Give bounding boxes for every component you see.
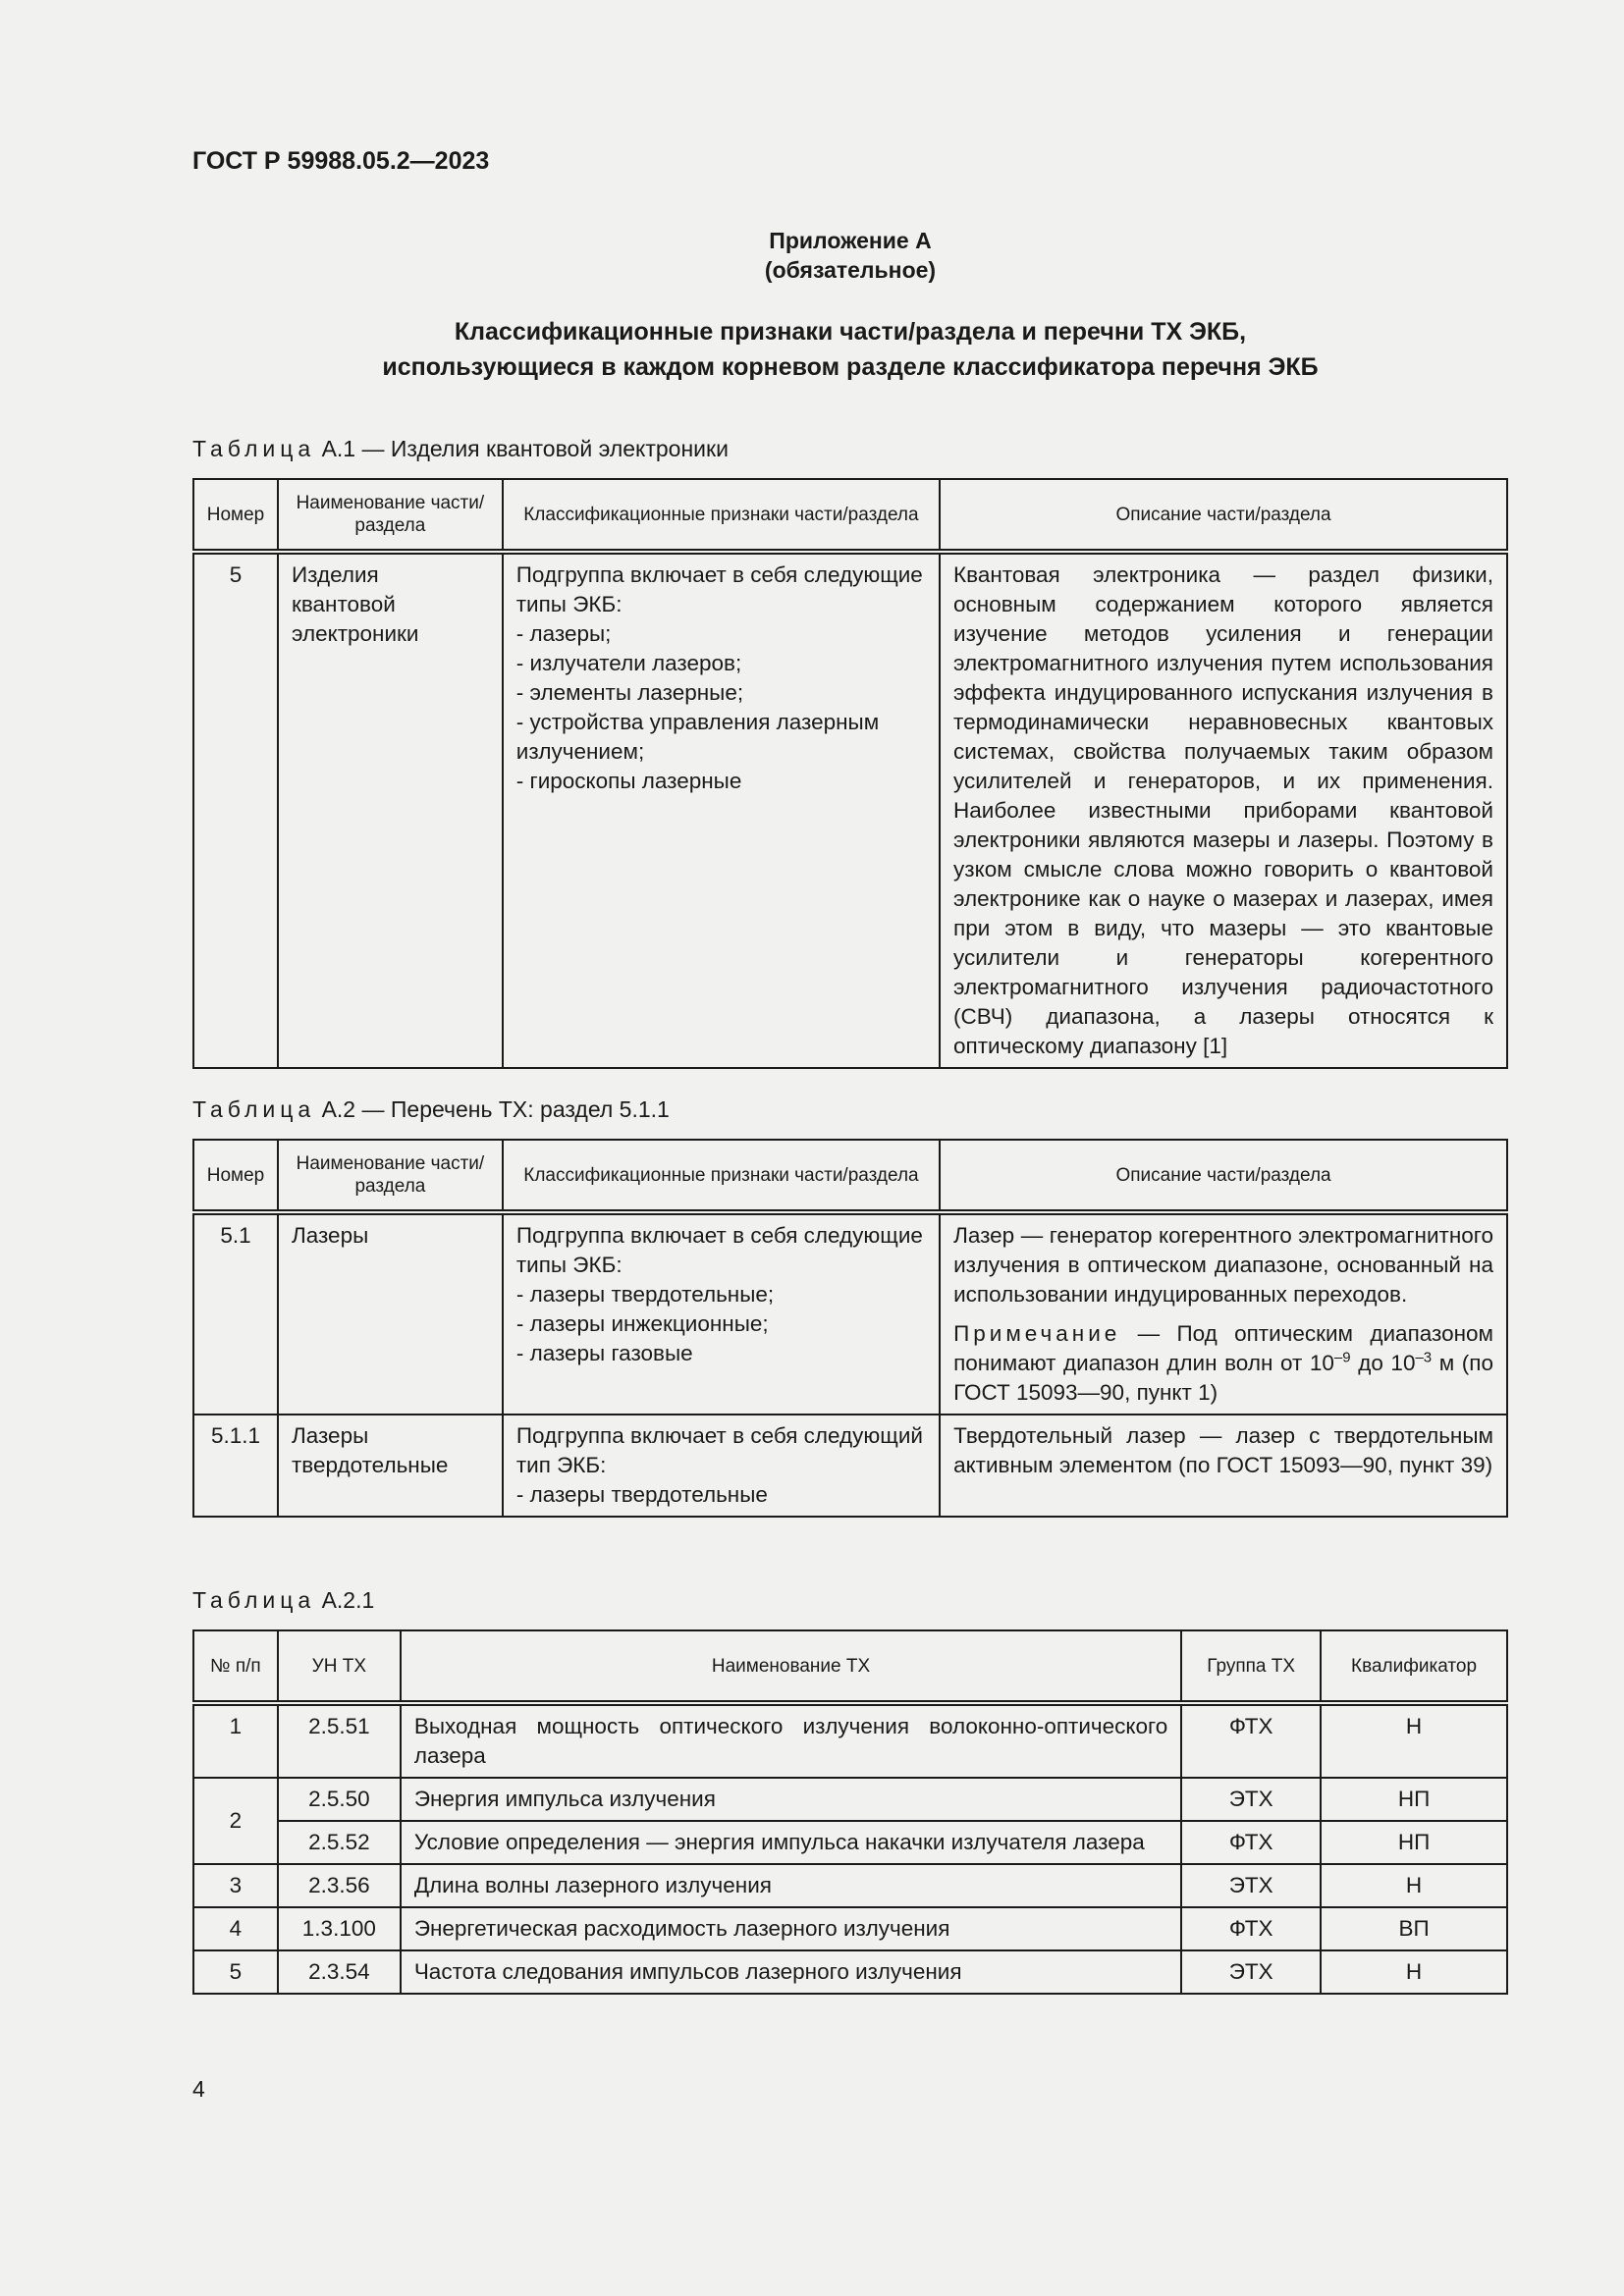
table-row xyxy=(193,1415,1507,1517)
list-item: - гироскопы лазерные xyxy=(515,769,742,793)
table-a2-header-name: Наименование части/раздела xyxy=(278,1140,503,1212)
table-a21-header-index: № п/п xyxy=(193,1630,278,1703)
note-text-a: — Под оптическим диапазоном понимают диапазон длин волн от 10 xyxy=(953,1321,1493,1375)
row-qualifier: НП xyxy=(1321,1778,1507,1821)
table-a2-header-row xyxy=(193,1140,1507,1212)
list-item: - лазеры газовые xyxy=(515,1341,693,1365)
row-name: Частота следования импульсов лазерного излучения xyxy=(401,1950,1181,1994)
table-a2-header-number: Номер xyxy=(193,1140,278,1212)
row-name: Условие определения — энергия импульса накачки излучателя лазера xyxy=(401,1821,1181,1864)
row-group: ЭТХ xyxy=(1181,1778,1321,1821)
table-a21 xyxy=(192,1629,1508,1995)
table-row xyxy=(193,1864,1507,1907)
row-code: 2.3.56 xyxy=(278,1864,401,1907)
table-a1-header-number: Номер xyxy=(193,479,278,552)
table-a21-header-qualifier: Квалификатор xyxy=(1321,1630,1507,1703)
table-a21-header-name: Наименование ТХ xyxy=(401,1630,1181,1703)
appendix-heading-line-1: Классификационные признаки части/раздела и перечни ТХ ЭКБ, xyxy=(454,318,1247,346)
row-name: Длина волны лазерного излучения xyxy=(401,1864,1181,1907)
row-group: ЭТХ xyxy=(1181,1864,1321,1907)
document-code: ГОСТ Р 59988.05.2—2023 xyxy=(192,147,490,175)
note-label: Примечание xyxy=(953,1321,1121,1346)
note-text xyxy=(953,1319,1493,1408)
table-a2-header-features: Классификационные признаки части/раздела xyxy=(503,1140,940,1212)
row-qualifier: Н xyxy=(1321,1950,1507,1994)
table-a1-header-name: Наименование части/раздела xyxy=(278,479,503,552)
appendix-title-block xyxy=(192,226,1508,285)
table-a1-cell-features xyxy=(503,552,940,1068)
table-a2-header-description: Описание части/раздела xyxy=(940,1140,1507,1212)
table-a2-caption-text: А.2 — Перечень ТХ: раздел 5.1.1 xyxy=(315,1096,670,1122)
row-qualifier: ВП xyxy=(1321,1907,1507,1950)
table-a2-cell-name: Лазеры xyxy=(278,1212,503,1415)
row-qualifier: НП xyxy=(1321,1821,1507,1864)
table-a1-caption-prefix: Таблица xyxy=(192,436,316,461)
row-group: ЭТХ xyxy=(1181,1950,1321,1994)
table-a1-caption-text: А.1 — Изделия квантовой электроники xyxy=(315,436,729,461)
table-a1 xyxy=(192,478,1508,1069)
table-a21-header-group: Группа ТХ xyxy=(1181,1630,1321,1703)
note-text-b: до 10 xyxy=(1350,1351,1416,1375)
table-a1-caption xyxy=(192,436,729,462)
row-code: 2.5.52 xyxy=(278,1821,401,1864)
table-row xyxy=(193,1907,1507,1950)
table-a1-header-features: Классификационные признаки части/раздела xyxy=(503,479,940,552)
appendix-heading-line-2: использующиеся в каждом корневом разделе классификатора перечня ЭКБ xyxy=(382,353,1319,381)
note-exponent-1: –9 xyxy=(1333,1349,1351,1366)
list-item: - элементы лазерные; xyxy=(515,680,744,705)
appendix-heading xyxy=(192,314,1508,385)
note-exponent-2: –3 xyxy=(1415,1349,1433,1366)
table-a2-cell-name: Лазеры твердотельные xyxy=(278,1415,503,1517)
table-a1-cell-name: Изделия квантовой электроники xyxy=(278,552,503,1068)
table-a2-cell-number: 5.1.1 xyxy=(193,1415,278,1517)
list-item: - излучатели лазеров; xyxy=(515,651,742,675)
table-a2-cell-description: Твердотельный лазер — лазер с твердотельным активным элементом (по ГОСТ 15093—90, пункт 39) xyxy=(940,1415,1507,1517)
table-row xyxy=(193,552,1507,1068)
table-row xyxy=(193,1950,1507,1994)
table-a2-cell-features xyxy=(503,1415,940,1517)
list-item: - устройства управления лазерным излучением; xyxy=(515,710,880,764)
features-intro: Подгруппа включает в себя следующие типы ЭКБ: xyxy=(515,1223,923,1277)
table-a2-caption-prefix: Таблица xyxy=(192,1096,316,1122)
features-intro: Подгруппа включает в себя следующий тип ЭКБ: xyxy=(515,1423,923,1477)
appendix-status: (обязательное) xyxy=(764,257,937,283)
table-a1-cell-description: Квантовая электроника — раздел физики, основным содержанием которого является изучение методов усиления и генерации электромагнитного излучения путем использования эффекта индуцированного испускания излучения в термодинамически неравновесных квантовых системах, свойства получаемых таким образом усилителей и генераторов, и их применения. Наиболее известными приборами квантовой электроники являются мазеры и лазеры. Поэтому в узком смысле слова можно говорить о квантовой электронике как о науке о мазерах и лазерах, имея при этом в виду, что мазеры — это квантовые усилители и генераторы когерентного электромагнитного излучения радиочастотного (СВЧ) диапазона, а лазеры относятся к оптическому диапазону [1] xyxy=(940,552,1507,1068)
row-code: 2.3.54 xyxy=(278,1950,401,1994)
table-a21-caption-text: А.2.1 xyxy=(315,1587,375,1613)
table-a2-cell-features xyxy=(503,1212,940,1415)
list-item: - лазеры; xyxy=(515,621,612,646)
table-row xyxy=(193,1778,1507,1821)
row-code: 2.5.50 xyxy=(278,1778,401,1821)
table-a21-caption xyxy=(192,1587,374,1614)
row-index: 3 xyxy=(193,1864,278,1907)
row-index: 5 xyxy=(193,1950,278,1994)
row-code: 2.5.51 xyxy=(278,1703,401,1778)
row-index: 2 xyxy=(193,1778,278,1864)
table-a2-cell-number: 5.1 xyxy=(193,1212,278,1415)
page-number: 4 xyxy=(192,2076,205,2102)
table-a21-header-code: УН ТХ xyxy=(278,1630,401,1703)
table-a21-header-row xyxy=(193,1630,1507,1703)
table-a1-cell-number: 5 xyxy=(193,552,278,1068)
list-item: - лазеры инжекционные; xyxy=(515,1311,769,1336)
row-index: 1 xyxy=(193,1703,278,1778)
description-text: Лазер — генератор когерентного электромагнитного излучения в оптическом диапазоне, основанный на использовании индуцированных переходов. xyxy=(953,1223,1493,1307)
row-index: 4 xyxy=(193,1907,278,1950)
table-a21-caption-prefix: Таблица xyxy=(192,1587,316,1613)
table-row xyxy=(193,1212,1507,1415)
table-a2-cell-description xyxy=(940,1212,1507,1415)
row-group: ФТХ xyxy=(1181,1907,1321,1950)
row-group: ФТХ xyxy=(1181,1703,1321,1778)
row-name: Энергия импульса излучения xyxy=(401,1778,1181,1821)
table-row xyxy=(193,1821,1507,1864)
appendix-title: Приложение А xyxy=(769,228,932,253)
row-name: Энергетическая расходимость лазерного излучения xyxy=(401,1907,1181,1950)
features-intro: Подгруппа включает в себя следующие типы ЭКБ: xyxy=(515,562,923,616)
table-row xyxy=(193,1703,1507,1778)
list-item: - лазеры твердотельные; xyxy=(515,1282,775,1307)
row-qualifier: Н xyxy=(1321,1703,1507,1778)
table-a2 xyxy=(192,1139,1508,1518)
row-qualifier: Н xyxy=(1321,1864,1507,1907)
table-a1-header-row xyxy=(193,479,1507,552)
table-a2-caption xyxy=(192,1096,670,1123)
note-text-c: м (по ГОСТ 15093—90, пункт 1) xyxy=(953,1351,1493,1405)
row-group: ФТХ xyxy=(1181,1821,1321,1864)
row-name: Выходная мощность оптического излучения волоконно-оптического лазера xyxy=(401,1703,1181,1778)
list-item: - лазеры твердотельные xyxy=(515,1482,768,1507)
table-a1-header-description: Описание части/раздела xyxy=(940,479,1507,552)
row-code: 1.3.100 xyxy=(278,1907,401,1950)
